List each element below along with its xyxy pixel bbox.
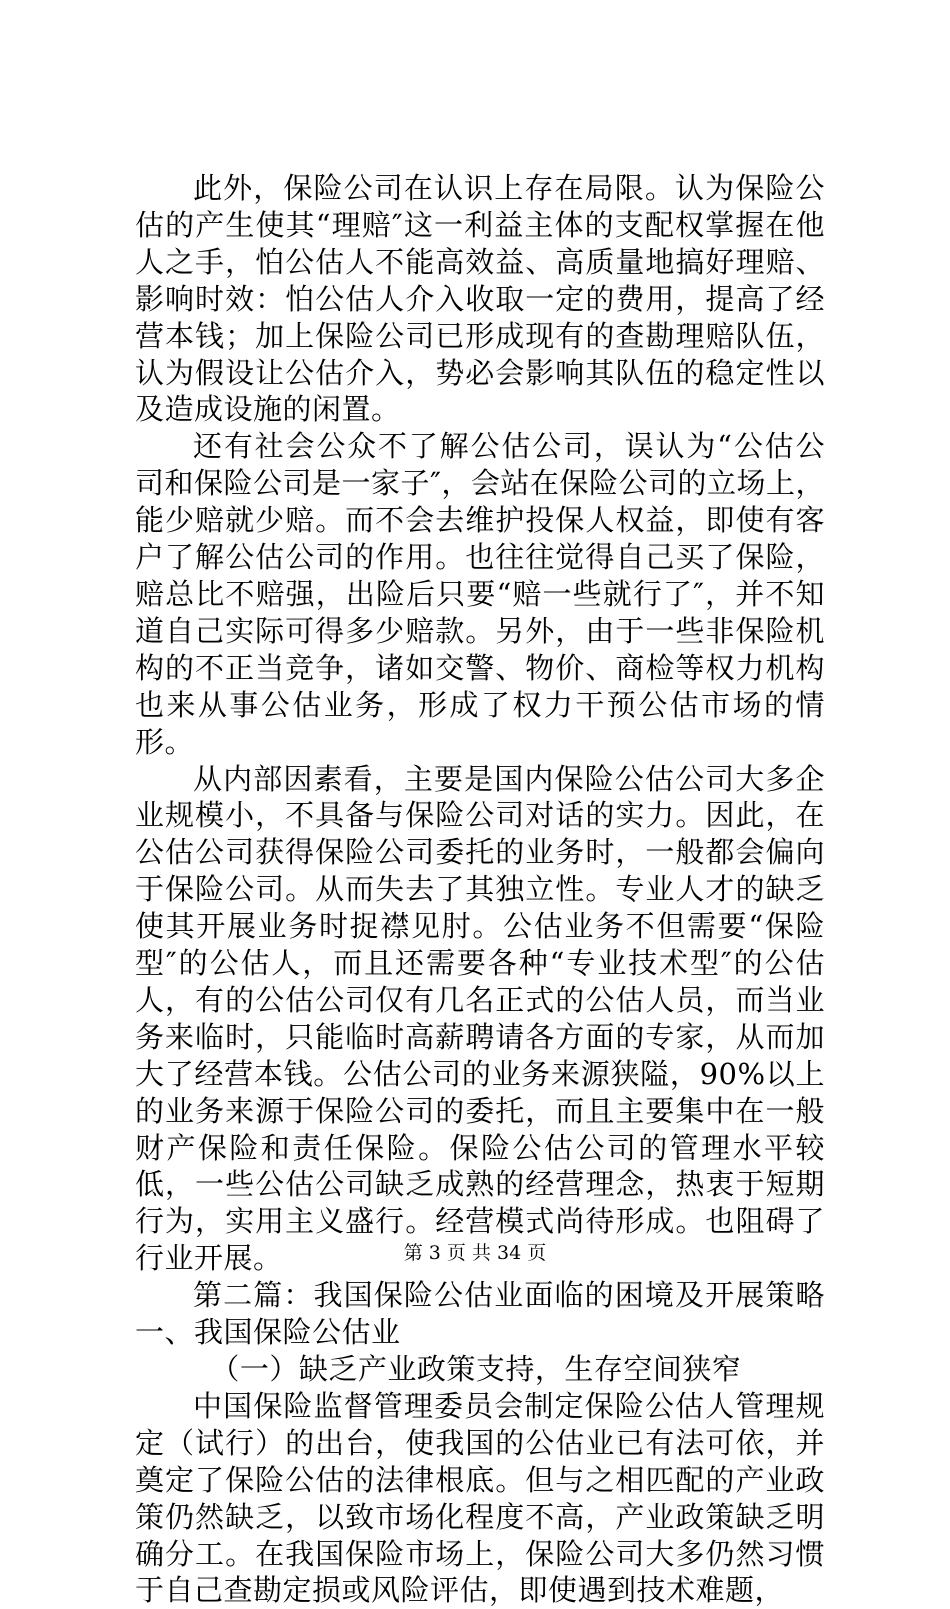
document-body — [135, 170, 825, 1609]
section-heading: 第二篇：我国保险公估业面临的困境及开展策略一、我国保险公估业 — [135, 1278, 825, 1350]
paragraph-2: 还有社会公众不了解公估公司，误认为“公估公司和保险公司是一家子″，会站在保险公司的立场上，能少赔就少赔。而不会去维护投保人权益，即使有客户了解公估公司的作用。也往往觉得自己买了保险，赔总比不赔强，出险后只要“赔一些就行了″，并不知道自己实际可得多少赔款。另外，由于一些非保险机构的不正当竞争，诸如交警、物价、商检等权力机构也来从事公估业务，形成了权力干预公估市场的情形。 — [135, 429, 825, 759]
paragraph-4: 中国保险监督管理委员会制定保险公估人管理规定（试行）的出台，使我国的公估业已有法可依，并奠定了保险公估的法律根底。但与之相匹配的产业政策仍然缺乏，以致市场化程度不高，产业政策缺乏明确分工。在我国保险市场上，保险公司大多仍然习惯于自己查勘定损或风险评估，即使遇到技术难题， — [135, 1388, 825, 1608]
page-number-footer: 第 3 页 共 34 页 — [403, 1242, 547, 1264]
subsection-heading: （一）缺乏产业政策支持，生存空间狭窄 — [210, 1352, 742, 1386]
paragraph-3: 从内部因素看，主要是国内保险公估公司大多企业规模小，不具备与保险公司对话的实力。因此，在公估公司获得保险公司委托的业务时，一般都会偏向于保险公司。从而失去了其独立性。专业人才的缺乏使其开展业务时捉襟见肘。公估业务不但需要“保险型″的公估人，而且还需要各种“专业技术型″的公估人，有的公估公司仅有几名正式的公估人员，而当业务来临时，只能临时高薪聘请各方面的专家，从而加大了经营本钱。公估公司的业务来源狭隘，90%以上的业务来源于保险公司的委托，而且主要集中在一般财产保险和责任保险。保险公估公司的管理水平较低，一些公估公司缺乏成熟的经营理念，热衷于短期行为，实用主义盛行。经营模式尚待形成。也阻碍了行业开展。 — [135, 761, 825, 1276]
paragraph-1: 此外，保险公司在认识上存在局限。认为保险公估的产生使其“理赔″这一利益主体的支配权掌握在他人之手，怕公估人不能高效益、高质量地搞好理赔、影响时效：怕公估人介入收取一定的费用，提高了经营本钱；加上保险公司已形成现有的查勘理赔队伍，认为假设让公估介入，势必会影响其队伍的稳定性以及造成设施的闲置。 — [135, 171, 825, 427]
